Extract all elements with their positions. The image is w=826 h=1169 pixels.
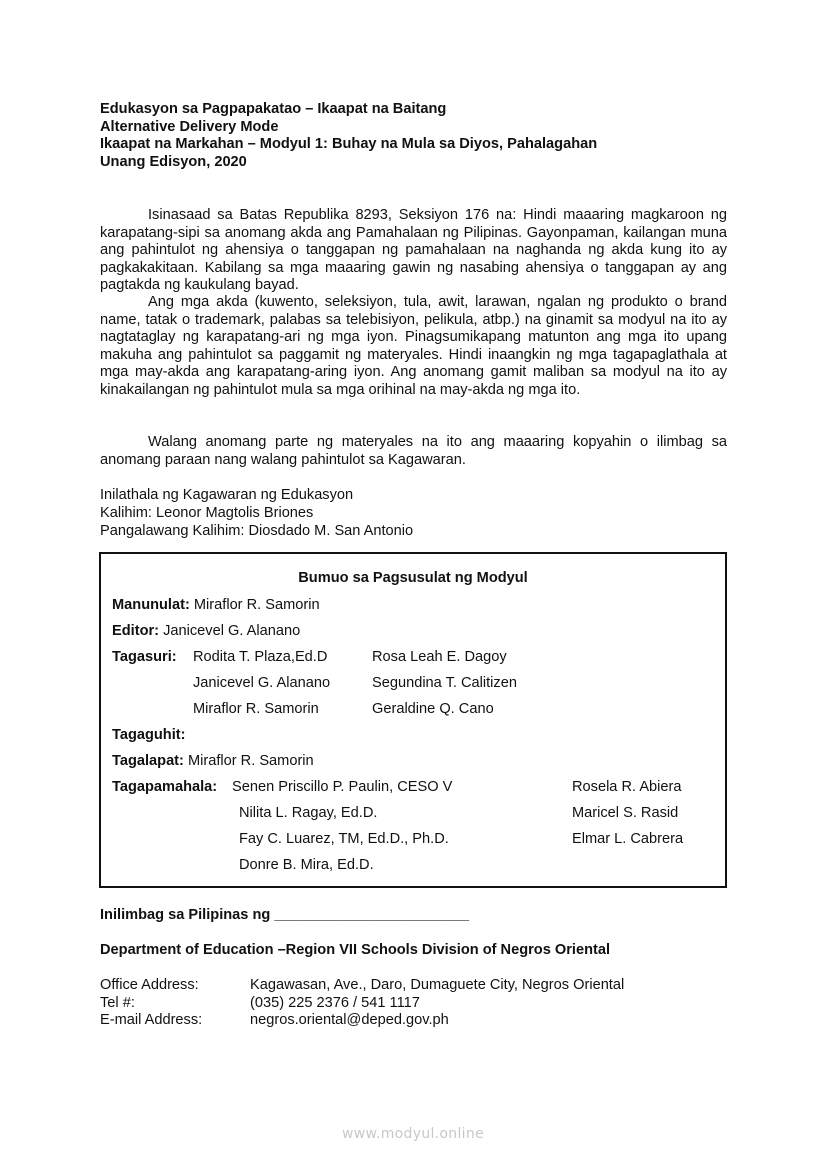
reproduction-text: Walang anomang parte ng materyales na ito ang maaaring kopyahin o ilimbag sa anomang paraan nang walang pahintulot sa Kagawaran.	[100, 434, 727, 468]
reviewer-name: Segundina T. Calitizen	[372, 675, 517, 691]
managers-row	[112, 779, 712, 795]
writer-row	[112, 597, 320, 613]
reviewer-name: Miraflor R. Samorin	[193, 701, 319, 717]
office-address: Kagawasan, Ave., Daro, Dumaguete City, Negros Oriental	[250, 977, 625, 993]
editor-name: Janicevel G. Alanano	[163, 623, 301, 639]
office-label: Office Address:	[100, 977, 199, 993]
office-row	[100, 977, 624, 995]
reviewer-name: Rosa Leah E. Dagoy	[372, 649, 507, 665]
reviewer-name: Rodita T. Plaza,Ed.D	[193, 649, 328, 665]
layout-name: Miraflor R. Samorin	[187, 753, 314, 769]
delivery-mode: Alternative Delivery Mode	[100, 118, 279, 135]
writer-label: Manunulat:	[112, 597, 190, 613]
editor-row	[112, 623, 300, 639]
reviewer-name: Geraldine Q. Cano	[372, 701, 494, 717]
email-address: negros.oriental@deped.gov.ph	[250, 1012, 449, 1029]
credits-box	[99, 552, 727, 888]
department-name: Department of Education –Region VII Schools Division of Negros Oriental	[100, 942, 611, 958]
credits-title: Bumuo sa Pagsusulat ng Modyul	[298, 570, 528, 586]
secretary: Kalihim: Leonor Magtolis Briones	[100, 504, 314, 521]
managers-label: Tagapamahala:	[112, 779, 218, 795]
tel-row	[100, 995, 624, 1013]
manager-name: Fay C. Luarez, TM, Ed.D., Ph.D.	[239, 831, 449, 847]
writer-name: Miraflor R. Samorin	[193, 597, 320, 613]
email-row	[100, 1012, 624, 1030]
module-title: Ikaapat na Markahan – Modyul 1: Buhay na Mula sa Diyos, Pahalagahan	[100, 136, 598, 152]
layout-label: Tagalapat:	[112, 753, 184, 769]
document-header	[100, 101, 597, 171]
publisher-block	[100, 487, 413, 540]
layout-row	[112, 753, 314, 769]
reviewer-name: Janicevel G. Alanano	[193, 675, 331, 691]
works-text: Ang mga akda (kuwento, seleksiyon, tula, awit, larawan, ngalan ng produkto o brand name, tatak o trademark, palabas sa telebisiyon, pelikula, atbp.) na ginamit sa modyul na ito ay nagtataglay ng karapatang-ari ng mga iyon. Pinagsumikapang matunton ang mga ito upang makuha ang pahintulot sa paggamit ng materyales. Hindi inaangkin ng mga tagapaglathala at mga may-akda ang karapatang-aring iyon. Ang anomang gamit maliban sa modyul na ito ay kinakailangan ng pahintulot mula sa mga orihinal na may-akda ng mga ito.	[100, 294, 727, 398]
illustrator-label: Tagaguhit:	[112, 727, 186, 743]
manager-name: Rosela R. Abiera	[572, 779, 682, 795]
contact-block	[100, 977, 624, 1030]
works-paragraph	[100, 294, 727, 400]
email-label: E-mail Address:	[100, 1012, 203, 1029]
reviewers-row	[112, 649, 712, 665]
reproduction-paragraph	[100, 434, 727, 469]
manager-name: Maricel S. Rasid	[572, 805, 679, 821]
manager-name: Senen Priscillo P. Paulin, CESO V	[232, 779, 453, 795]
manager-name: Elmar L. Cabrera	[572, 831, 684, 847]
printed-by: Inilimbag sa Pilipinas ng ________________________	[100, 907, 470, 923]
publisher: Inilathala ng Kagawaran ng Edukasyon	[100, 487, 354, 503]
copyright-paragraph	[100, 207, 727, 295]
manager-name: Donre B. Mira, Ed.D.	[239, 857, 374, 873]
illustrator-row	[112, 727, 186, 743]
reviewers-label: Tagasuri:	[112, 649, 177, 665]
watermark-footer: www.modyul.online	[342, 1126, 484, 1142]
undersecretary: Pangalawang Kalihim: Diosdado M. San Antonio	[100, 522, 414, 539]
manager-name: Nilita L. Ragay, Ed.D.	[239, 805, 378, 821]
subject-title: Edukasyon sa Pagpapakatao – Ikaapat na Baitang	[100, 101, 447, 117]
copyright-text: Isinasaad sa Batas Republika 8293, Seksiyon 176 na: Hindi maaaring magkaroon ng karapatang-sipi sa anomang akda ang Pamahalaan ng Pilipinas. Gayonpaman, kailangan muna ang pahintulot ng ahensiya o tanggapan ng pamahalaan na naghanda ng akda kung ito ay pagkakakitaan. Kabilang sa mga maaaring gawin ng nasabing ahensiya o tanggapan ay ang pagtakda ng kaukulang bayad.	[100, 207, 727, 294]
edition: Unang Edisyon, 2020	[100, 153, 247, 170]
tel-label: Tel #:	[100, 994, 135, 1011]
tel-number: (035) 225 2376 / 541 1117	[250, 994, 420, 1011]
editor-label: Editor:	[112, 623, 160, 639]
